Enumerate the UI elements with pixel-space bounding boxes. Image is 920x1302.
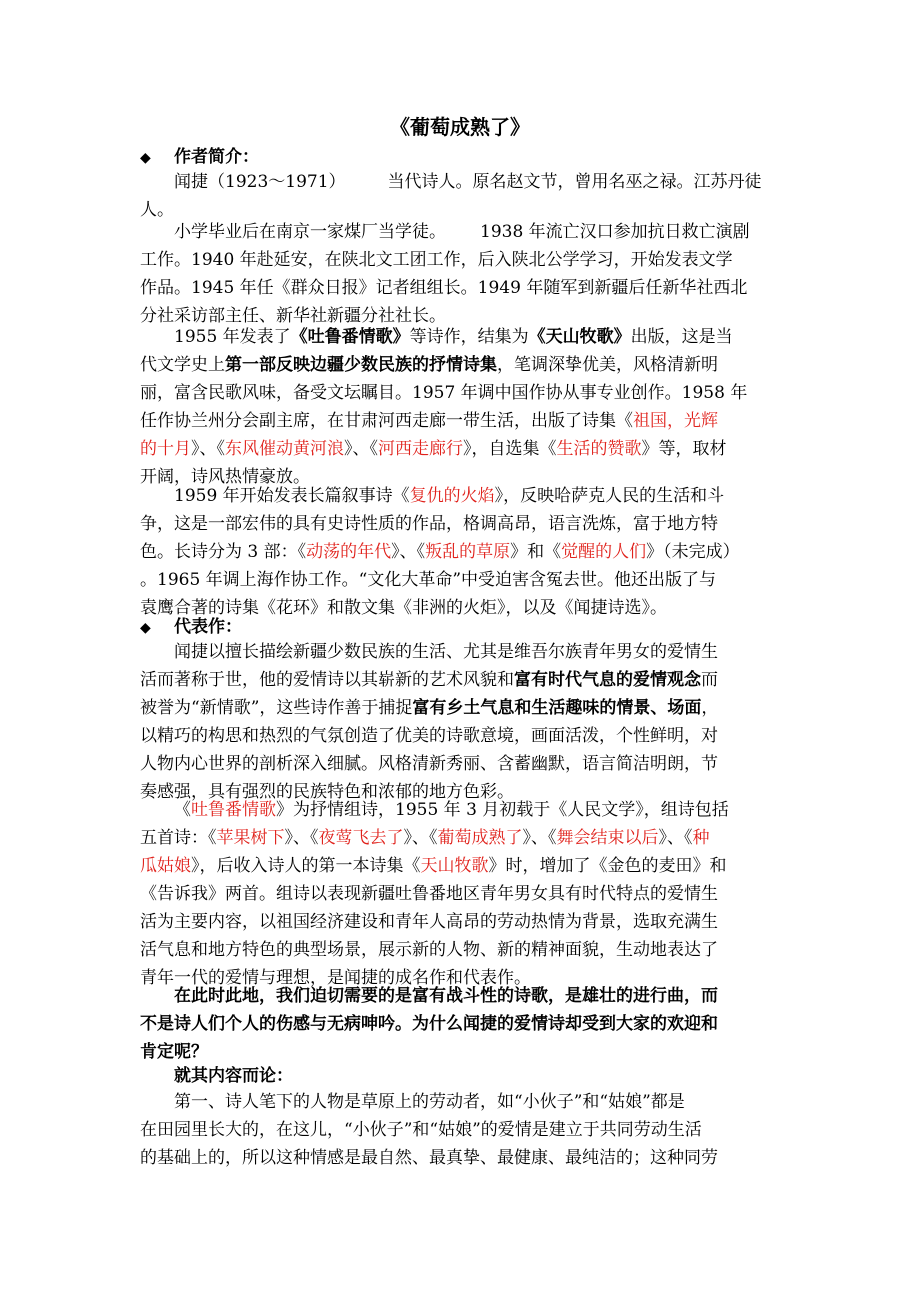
paragraph-content-subheading: 就其内容而论： [174, 1066, 293, 1086]
diamond-bullet-icon: ◆ [140, 620, 151, 636]
paragraph-author-name: 闻捷（1923～1971） 当代诗人。原名赵文节，曾用名巫之禄。江苏丹徒 人。 [140, 172, 762, 220]
author-intro-heading: ◆ 作者简介： [140, 144, 259, 171]
paragraph-first-point: 第一、诗人笔下的人物是草原上的劳动者，如“小伙子”和“姑娘”都是 在田园里长大的，在这儿，“小伙子”和“姑娘”的爱情是建立于共同劳动生活 的基础上的，所以这种情感是最自然、最真挚、最健康、最纯洁的；这种同劳 [140, 1092, 718, 1168]
paragraph-love-poems: 闻捷以擅长描绘新疆少数民族的生活、尤其是维吾尔族青年男女的爱情生 活而著称于世，他的爱情诗以其崭新的艺术风貌和富有时代气息的爱情观念而 被誉为“新情歌”，这些诗作善于捕捉富有乡土气息和生活趣味的情景、场面， 以精巧的构思和热烈的气氛创造了优美的诗歌意境，画面活泼，个性鲜明，对 人物内心世界的剖析深入细腻。风格清新秀丽、含蓄幽默，语言简洁明朗，节 奏感强，具有强烈的民族特色和浓郁的地方色彩。 [140, 642, 719, 802]
document-title: 《葡萄成熟了》 [390, 115, 530, 139]
paragraph-career: 1955 年发表了《吐鲁番情歌》等诗作，结集为《天山牧歌》出版，这是当 代文学史上第一部反映边疆少数民族的抒情诗集，笔调深挚优美，风格清新明 丽，富含民歌风味，备受文坛瞩目。1957 年调中国作协从事专业创作。1958 年 任作协兰州分会副主席，在甘肃河西走廊一带生活，出版了诗集《祖国，光辉 的十月》、《东风催动黄河浪》、《河西走廊行》，自选集《生活的赞歌》等，取材 开阔，诗风热情豪放。 [140, 327, 748, 487]
paragraph-question: 在此时此地，我们迫切需要的是富有战斗性的诗歌，是雄壮的进行曲，而 不是诗人们个人的伤感与无病呻吟。为什么闻捷的爱情诗却受到大家的欢迎和 肯定呢？ [140, 986, 718, 1062]
works-heading: ◆ 代表作： [140, 614, 242, 641]
paragraph-early-life: 小学毕业后在南京一家煤厂当学徒。 1938 年流亡汉口参加抗日救亡演剧 工作。1940 年赴延安，在陕北文工团工作，后入陕北公学学习，开始发表文学 作品。1945 年任《群众日报》记者组组长。1949 年随军到新疆后任新华社西北 分社采访部主任、新华社新疆分社社长。 [140, 222, 750, 326]
paragraph-long-poem: 1959 年开始发表长篇叙事诗《复仇的火焰》，反映哈萨克人民的生活和斗 争，这是一部宏伟的具有史诗性质的作品，格调高昂，语言洗炼，富于地方特 色。长诗分为 3 部：《动荡的年代》、《叛乱的草原》和《觉醒的人们》（未完成） 。1965 年调上海作协工作。“文化大革命”中受迫害含冤去世。他还出版了与 袁鹰合著的诗集《花环》和散文集《非洲的火炬》，以及《闻捷诗选》。 [140, 486, 740, 618]
paragraph-turpan-songs: 《吐鲁番情歌》为抒情组诗，1955 年 3 月初载于《人民文学》，组诗包括 五首诗：《苹果树下》、《夜莺飞去了》、《葡萄成熟了》、《舞会结束以后》、《种 瓜姑娘》，后收入诗人的第一本诗集《天山牧歌》时，增加了《金色的麦田》和 《告诉我》两首。组诗以表现新疆吐鲁番地区青年男女具有时代特点的爱情生 活为主要内容，以祖国经济建设和青年人高昂的劳动热情为背景，选取充满生 活气息和地方特色的典型场景，展示新的人物、新的精神面貌，生动地表达了 青年一代的爱情与理想，是闻捷的成名作和代表作。 [140, 800, 729, 988]
diamond-bullet-icon: ◆ [140, 150, 151, 166]
